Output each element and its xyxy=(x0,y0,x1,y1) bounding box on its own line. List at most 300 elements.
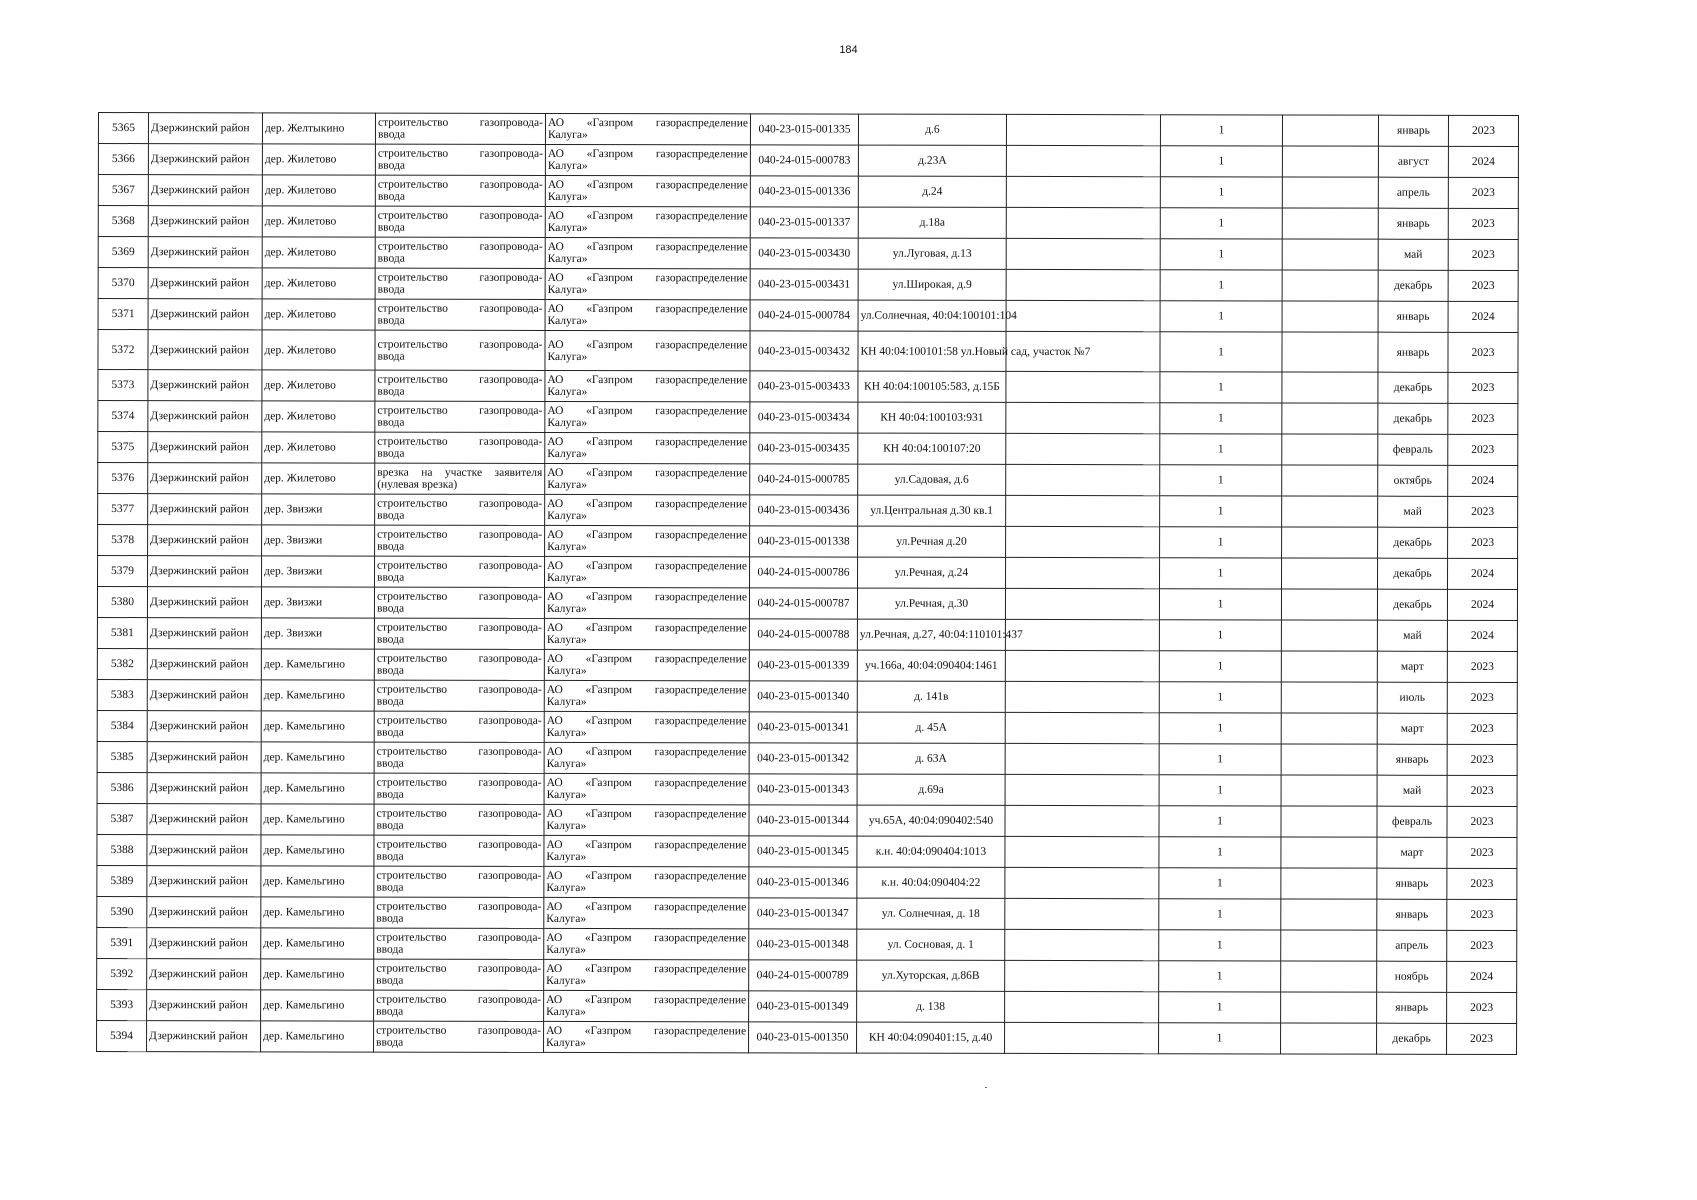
empty-cell xyxy=(1281,620,1377,651)
quantity-cell: 1 xyxy=(1159,713,1281,744)
locality-cell: дер. Жилетово xyxy=(262,370,375,401)
table-row xyxy=(98,144,1606,178)
empty-cell xyxy=(1282,177,1378,208)
work-type-cell-line1 xyxy=(377,529,542,541)
work-type-cell xyxy=(374,1021,544,1052)
empty-cell xyxy=(1006,526,1160,557)
address-cell: д. 63А xyxy=(857,743,1005,774)
work-type-cell-word: газопровода- xyxy=(478,559,543,572)
month-cell: октябрь xyxy=(1378,465,1448,496)
organization-cell-word: газораспределение xyxy=(654,622,747,635)
work-type-cell-word: газопровода- xyxy=(478,497,543,510)
quantity-cell: 1 xyxy=(1160,270,1282,301)
work-type-cell-line2: ввода xyxy=(377,571,405,584)
month-cell: май xyxy=(1377,620,1447,651)
quantity-cell: 1 xyxy=(1160,239,1282,270)
organization-cell-word: «Газпром xyxy=(585,622,633,635)
organization-cell-line2: Калуга» xyxy=(546,850,587,864)
year-cell: 2023 xyxy=(1448,239,1518,270)
program-code-cell: 040-24-015-000784 xyxy=(750,300,858,331)
organization-cell-line2: Калуга» xyxy=(546,633,587,647)
work-type-cell-line1 xyxy=(377,746,542,758)
work-type-cell-line1 xyxy=(376,932,541,944)
organization-cell xyxy=(544,959,749,990)
organization-cell-line1 xyxy=(547,560,747,572)
month-cell: апрель xyxy=(1378,177,1448,208)
month-cell: июль xyxy=(1377,682,1447,713)
quantity-cell: 1 xyxy=(1160,465,1282,496)
address-cell: д. 141в xyxy=(857,681,1005,712)
work-type-cell-word: врезка xyxy=(377,466,409,479)
year-cell: 2023 xyxy=(1447,806,1517,837)
year-cell: 2023 xyxy=(1448,208,1518,239)
empty-cell xyxy=(1005,743,1159,774)
locality-cell: дер. Камельгино xyxy=(261,928,374,959)
organization-cell-line2: Калуга» xyxy=(546,974,586,988)
organization-cell-word: газораспределение xyxy=(654,870,747,883)
year-cell: 2024 xyxy=(1448,558,1518,589)
work-type-cell-word: строительство xyxy=(376,683,448,696)
organization-cell-word: «Газпром xyxy=(585,529,633,542)
address-cell: КН 40:04:100103:931 xyxy=(858,402,1006,433)
month-cell: февраль xyxy=(1378,434,1448,465)
address-cell: ул.Речная, д.30 xyxy=(857,588,1005,619)
work-type-cell xyxy=(375,432,545,463)
address-cell: ул.Речная, д.24 xyxy=(858,557,1006,588)
row-number: 5373 xyxy=(98,370,148,401)
work-type-cell-line2: ввода xyxy=(376,602,405,615)
organization-cell-line1 xyxy=(546,901,746,913)
year-cell: 2023 xyxy=(1448,332,1518,372)
organization-cell-line1 xyxy=(547,374,747,386)
quantity-cell: 1 xyxy=(1160,558,1282,589)
organization-cell-word: АО xyxy=(547,559,564,572)
empty-cell xyxy=(1282,239,1378,270)
year-cell: 2024 xyxy=(1448,146,1518,177)
locality-cell: дер. Звизжи xyxy=(262,494,375,525)
work-type-cell-line2: ввода xyxy=(376,757,404,770)
row-number: 5382 xyxy=(97,648,147,679)
row-number: 5379 xyxy=(98,556,148,587)
work-type-cell-line2: ввода xyxy=(376,850,404,863)
organization-cell xyxy=(544,773,749,804)
organization-cell-word: АО xyxy=(547,373,564,386)
work-type-cell-word: строительство xyxy=(376,652,448,665)
district-cell: Дзержинский район xyxy=(147,680,261,711)
table-row xyxy=(97,834,1605,868)
work-type-cell-word: строительство xyxy=(376,714,448,727)
row-number: 5365 xyxy=(98,113,148,144)
organization-cell-word: АО xyxy=(546,714,563,727)
district-cell: Дзержинский район xyxy=(148,401,262,432)
month-cell: май xyxy=(1378,239,1448,270)
quantity-cell: 1 xyxy=(1160,115,1282,146)
organization-cell-line1 xyxy=(547,653,747,665)
work-type-cell-line1 xyxy=(377,715,542,727)
address-cell: ул.Речная, д.27, 40:04:110101:437 xyxy=(857,619,1005,650)
program-code-cell: 040-23-015-001337 xyxy=(750,207,858,238)
organization-cell-word: АО xyxy=(547,302,564,315)
work-type-cell xyxy=(374,959,544,990)
organization-cell-line2: Калуга» xyxy=(547,540,587,554)
address-cell: КН 40:04:100105:583, д.15Б xyxy=(858,371,1006,402)
organization-cell-line2: Калуга» xyxy=(547,314,588,328)
organization-cell-word: «Газпром xyxy=(586,272,633,285)
organization-cell-word: АО xyxy=(546,993,563,1006)
row-number: 5367 xyxy=(98,175,148,206)
work-type-cell xyxy=(374,711,544,742)
organization-cell-line1 xyxy=(547,405,747,417)
locality-cell: дер. Камельгино xyxy=(261,680,374,711)
row-number: 5381 xyxy=(97,617,147,648)
organization-cell xyxy=(545,525,750,556)
address-cell: ул.Садовая, д.6 xyxy=(858,464,1006,495)
quantity-cell: 1 xyxy=(1160,496,1282,527)
organization-cell-line2: Калуга» xyxy=(547,190,588,204)
quantity-cell: 1 xyxy=(1159,930,1281,961)
empty-cell xyxy=(1282,434,1378,465)
organization-cell-line1 xyxy=(547,715,747,727)
work-type-cell xyxy=(375,175,545,206)
organization-cell-word: АО xyxy=(547,466,564,479)
row-number: 5374 xyxy=(98,401,148,432)
year-cell: 2023 xyxy=(1448,372,1518,403)
organization-cell-word: газораспределение xyxy=(655,241,748,254)
organization-cell-word: «Газпром xyxy=(585,467,633,480)
organization-cell-word: АО xyxy=(546,776,563,789)
district-cell: Дзержинский район xyxy=(147,773,261,804)
organization-cell-line2: Калуга» xyxy=(547,509,587,523)
work-type-cell-word: газопровода- xyxy=(478,869,542,882)
month-cell: август xyxy=(1378,146,1448,177)
organization-cell xyxy=(544,866,749,897)
quantity-cell: 1 xyxy=(1159,992,1281,1023)
work-type-cell-word: газопровода- xyxy=(478,776,542,789)
month-cell: ноябрь xyxy=(1377,961,1447,992)
year-cell: 2023 xyxy=(1448,115,1518,146)
work-type-cell xyxy=(374,773,544,804)
empty-cell xyxy=(1281,899,1377,930)
organization-cell-word: АО xyxy=(546,869,563,882)
work-type-cell-word: строительство xyxy=(376,807,447,820)
quantity-cell: 1 xyxy=(1159,868,1281,899)
work-type-cell-line2: ввода xyxy=(377,159,406,172)
table-row xyxy=(97,989,1605,1023)
empty-cell xyxy=(1282,146,1378,177)
district-cell: Дзержинский район xyxy=(148,370,262,401)
organization-cell xyxy=(544,649,749,680)
organization-cell-line2: Калуга» xyxy=(546,819,587,833)
organization-cell-word: АО xyxy=(547,271,564,284)
program-code-cell: 040-23-015-001342 xyxy=(749,743,857,774)
work-type-cell xyxy=(375,268,545,299)
work-type-cell-line1 xyxy=(377,622,542,634)
month-cell: январь xyxy=(1377,899,1447,930)
month-cell: май xyxy=(1378,496,1448,527)
table-row xyxy=(97,958,1605,992)
month-cell: май xyxy=(1377,775,1447,806)
organization-cell-word: АО xyxy=(546,900,563,913)
program-code-cell: 040-23-015-001335 xyxy=(750,114,858,145)
address-cell: д.6 xyxy=(858,114,1006,145)
table-row xyxy=(97,865,1605,899)
quantity-cell: 1 xyxy=(1160,301,1282,332)
organization-cell-word: «Газпром xyxy=(585,498,633,511)
district-cell: Дзержинский район xyxy=(148,556,262,587)
year-cell: 2023 xyxy=(1447,682,1517,713)
month-cell: декабрь xyxy=(1377,589,1447,620)
address-cell: КН 40:04:100101:58 ул.Новый сад, участок №7 xyxy=(858,331,1006,371)
work-type-cell-line2: ввода xyxy=(377,283,405,296)
work-type-cell-line2: ввода xyxy=(376,974,404,987)
work-type-cell-line1 xyxy=(377,467,542,479)
organization-cell-word: газораспределение xyxy=(655,467,748,480)
organization-cell xyxy=(545,463,750,494)
month-cell: январь xyxy=(1378,332,1448,372)
organization-cell-line2: Калуга» xyxy=(546,943,587,957)
program-code-cell: 040-23-015-003434 xyxy=(750,402,858,433)
month-cell: апрель xyxy=(1377,930,1447,961)
organization-cell-word: «Газпром xyxy=(584,1025,632,1038)
year-cell: 2023 xyxy=(1448,177,1518,208)
table-row xyxy=(97,679,1605,713)
row-number: 5394 xyxy=(97,1020,147,1051)
organization-cell-word: «Газпром xyxy=(585,777,632,790)
organization-cell-word: газораспределение xyxy=(655,179,748,192)
organization-cell-word: АО xyxy=(547,147,564,160)
organization-cell-word: «Газпром xyxy=(586,303,633,316)
organization-cell-word: «Газпром xyxy=(586,241,633,254)
empty-cell xyxy=(1006,371,1160,402)
empty-cell xyxy=(1281,682,1377,713)
table-row xyxy=(98,401,1606,435)
work-type-cell-word: газопровода- xyxy=(479,271,543,284)
organization-cell-word: АО xyxy=(547,116,565,129)
address-cell: ул.Речная д.20 xyxy=(858,526,1006,557)
year-cell: 2023 xyxy=(1447,837,1517,868)
organization-cell-line1 xyxy=(547,498,747,510)
year-cell: 2023 xyxy=(1447,868,1517,899)
program-code-cell: 040-23-015-001350 xyxy=(749,1022,857,1053)
program-code-cell: 040-24-015-000788 xyxy=(749,619,857,650)
organization-cell-word: газораспределение xyxy=(653,1025,747,1038)
organization-cell-line2: Калуга» xyxy=(547,128,588,142)
year-cell: 2023 xyxy=(1447,651,1517,682)
work-type-cell-line1 xyxy=(376,963,541,975)
address-cell: к.н. 40:04:090404:1013 xyxy=(857,836,1005,867)
work-type-cell-word: газопровода- xyxy=(479,373,543,386)
organization-cell-word: АО xyxy=(547,209,564,222)
empty-cell xyxy=(1005,712,1159,743)
year-cell: 2023 xyxy=(1447,775,1517,806)
organization-cell-word: «Газпром xyxy=(586,374,633,387)
organization-cell-line2: Калуга» xyxy=(546,726,587,740)
organization-cell-word: «Газпром xyxy=(584,963,632,976)
month-cell: февраль xyxy=(1377,806,1447,837)
locality-cell: дер. Звизжи xyxy=(261,618,374,649)
organization-cell-word: газораспределение xyxy=(654,932,747,945)
locality-cell: дер. Камельгино xyxy=(261,835,374,866)
organization-cell-line1 xyxy=(547,684,747,696)
month-cell: январь xyxy=(1377,744,1447,775)
organization-cell-word: «Газпром xyxy=(586,436,633,449)
work-type-cell-line2: ввода xyxy=(377,252,405,265)
quantity-cell: 1 xyxy=(1160,177,1282,208)
work-type-cell-line1 xyxy=(377,653,542,665)
program-code-cell: 040-23-015-001341 xyxy=(749,712,857,743)
month-cell: декабрь xyxy=(1378,372,1448,403)
address-cell: д.18а xyxy=(858,207,1006,238)
organization-cell-line1 xyxy=(547,467,747,479)
work-type-cell-word: строительство xyxy=(377,404,448,417)
row-number: 5386 xyxy=(97,772,147,803)
organization-cell-line2: Калуга» xyxy=(547,252,588,266)
work-type-cell-word: строительство xyxy=(376,745,447,758)
work-type-cell xyxy=(375,494,545,525)
address-cell: к.н. 40:04:090404:22 xyxy=(857,867,1005,898)
year-cell: 2023 xyxy=(1447,713,1517,744)
district-cell: Дзержинский район xyxy=(148,330,262,370)
quantity-cell: 1 xyxy=(1159,682,1281,713)
row-number: 5378 xyxy=(98,525,148,556)
empty-cell xyxy=(1281,961,1377,992)
organization-cell xyxy=(544,711,749,742)
work-type-cell xyxy=(374,742,544,773)
organization-cell-line1 xyxy=(547,808,747,820)
organization-cell-word: газораспределение xyxy=(655,374,748,387)
work-type-cell-line1 xyxy=(378,241,543,253)
empty-cell xyxy=(1005,619,1159,650)
row-number: 5388 xyxy=(97,834,147,865)
year-cell: 2023 xyxy=(1447,1023,1517,1054)
table-row xyxy=(97,587,1605,621)
row-number: 5384 xyxy=(97,710,147,741)
organization-cell-line1 xyxy=(548,338,748,350)
organization-cell xyxy=(545,401,750,432)
organization-cell-word: газораспределение xyxy=(654,684,747,697)
organization-cell-word: газораспределение xyxy=(655,117,748,130)
work-type-cell-line2: ввода xyxy=(376,912,404,925)
month-cell: декабрь xyxy=(1377,1023,1447,1054)
work-type-cell-line2: ввода xyxy=(376,695,404,708)
work-type-cell xyxy=(375,330,545,370)
empty-cell xyxy=(1006,238,1160,269)
organization-cell-line2: Калуга» xyxy=(547,159,588,173)
locality-cell: дер. Жилетово xyxy=(262,175,375,206)
empty-cell xyxy=(1282,115,1378,146)
locality-cell: дер. Желтыкино xyxy=(262,113,375,144)
address-cell: КН 40:04:100107:20 xyxy=(858,433,1006,464)
locality-cell: дер. Жилетово xyxy=(262,206,375,237)
work-type-cell-line2: ввода xyxy=(376,819,404,832)
row-number: 5370 xyxy=(98,268,148,299)
address-cell: ул. Сосновая, д. 1 xyxy=(857,929,1005,960)
work-type-cell-word: газопровода- xyxy=(477,931,542,944)
work-type-cell-line2: ввода xyxy=(377,416,405,429)
district-cell: Дзержинский район xyxy=(147,897,261,928)
locality-cell: дер. Жилетово xyxy=(262,237,375,268)
program-code-cell: 040-23-015-001346 xyxy=(749,867,857,898)
work-type-cell-line1 xyxy=(377,436,542,448)
program-code-cell: 040-23-015-003435 xyxy=(750,433,858,464)
organization-cell-word: газораспределение xyxy=(654,901,747,914)
locality-cell: дер. Камельгино xyxy=(261,804,374,835)
table-row xyxy=(98,237,1606,271)
organization-cell-word: «Газпром xyxy=(584,994,632,1007)
empty-cell xyxy=(1005,991,1159,1022)
work-type-cell-word: газопровода- xyxy=(479,302,543,315)
address-cell: ул.Луговая, д.13 xyxy=(858,238,1006,269)
address-cell: д. 138 xyxy=(857,991,1005,1022)
organization-cell-word: газораспределение xyxy=(654,839,747,852)
locality-cell: дер. Камельгино xyxy=(261,959,374,990)
locality-cell: дер. Жилетово xyxy=(262,463,375,494)
work-type-cell-word: строительство xyxy=(376,590,448,603)
address-cell: ул.Солнечная, 40:04:100101:104 xyxy=(858,300,1006,331)
work-type-cell-word: газопровода- xyxy=(478,652,542,665)
quantity-cell: 1 xyxy=(1159,651,1281,682)
locality-cell: дер. Камельгино xyxy=(261,742,374,773)
empty-cell xyxy=(1006,176,1160,207)
table-row xyxy=(97,927,1605,961)
district-cell: Дзержинский район xyxy=(148,144,262,175)
empty-cell xyxy=(1006,207,1160,238)
empty-cell xyxy=(1282,208,1378,239)
district-cell: Дзержинский район xyxy=(148,175,262,206)
organization-cell-word: газораспределение xyxy=(654,777,747,790)
organization-cell-word: «Газпром xyxy=(586,210,634,223)
month-cell: январь xyxy=(1378,208,1448,239)
organization-cell-line2: Калуга» xyxy=(547,571,587,585)
organization-cell-word: АО xyxy=(546,838,563,851)
organization-cell-line1 xyxy=(548,179,748,191)
district-cell: Дзержинский район xyxy=(147,618,261,649)
work-type-cell-line2: ввода xyxy=(377,385,405,398)
program-code-cell: 040-23-015-001345 xyxy=(749,836,857,867)
work-type-cell-line1 xyxy=(378,303,543,315)
month-cell: декабрь xyxy=(1378,403,1448,434)
organization-cell-word: газораспределение xyxy=(655,338,748,351)
empty-cell xyxy=(1006,145,1160,176)
empty-cell xyxy=(1006,114,1160,145)
organization-cell-line1 xyxy=(548,303,748,315)
work-type-cell-line1 xyxy=(378,210,543,222)
empty-cell xyxy=(1282,270,1378,301)
row-number: 5377 xyxy=(98,494,148,525)
year-cell: 2023 xyxy=(1447,930,1517,961)
empty-cell xyxy=(1281,868,1377,899)
organization-cell-word: «Газпром xyxy=(586,338,633,351)
work-type-cell-word: газопровода- xyxy=(479,116,543,129)
program-code-cell: 040-24-015-000786 xyxy=(750,557,858,588)
work-type-cell-line1 xyxy=(376,839,541,851)
empty-cell xyxy=(1282,403,1378,434)
work-type-cell-line2: ввода xyxy=(376,664,404,677)
work-type-cell xyxy=(375,370,545,401)
organization-cell-line2: Калуга» xyxy=(547,385,588,399)
year-cell: 2023 xyxy=(1448,434,1518,465)
program-code-cell: 040-23-015-001339 xyxy=(749,650,857,681)
organization-cell-line1 xyxy=(547,746,747,758)
row-number: 5371 xyxy=(98,299,148,330)
program-code-cell: 040-23-015-001340 xyxy=(749,681,857,712)
organization-cell-line1 xyxy=(547,591,747,603)
row-number: 5385 xyxy=(97,741,147,772)
quantity-cell: 1 xyxy=(1160,434,1282,465)
district-cell: Дзержинский район xyxy=(147,742,261,773)
district-cell: Дзержинский район xyxy=(147,866,261,897)
month-cell: январь xyxy=(1377,992,1447,1023)
